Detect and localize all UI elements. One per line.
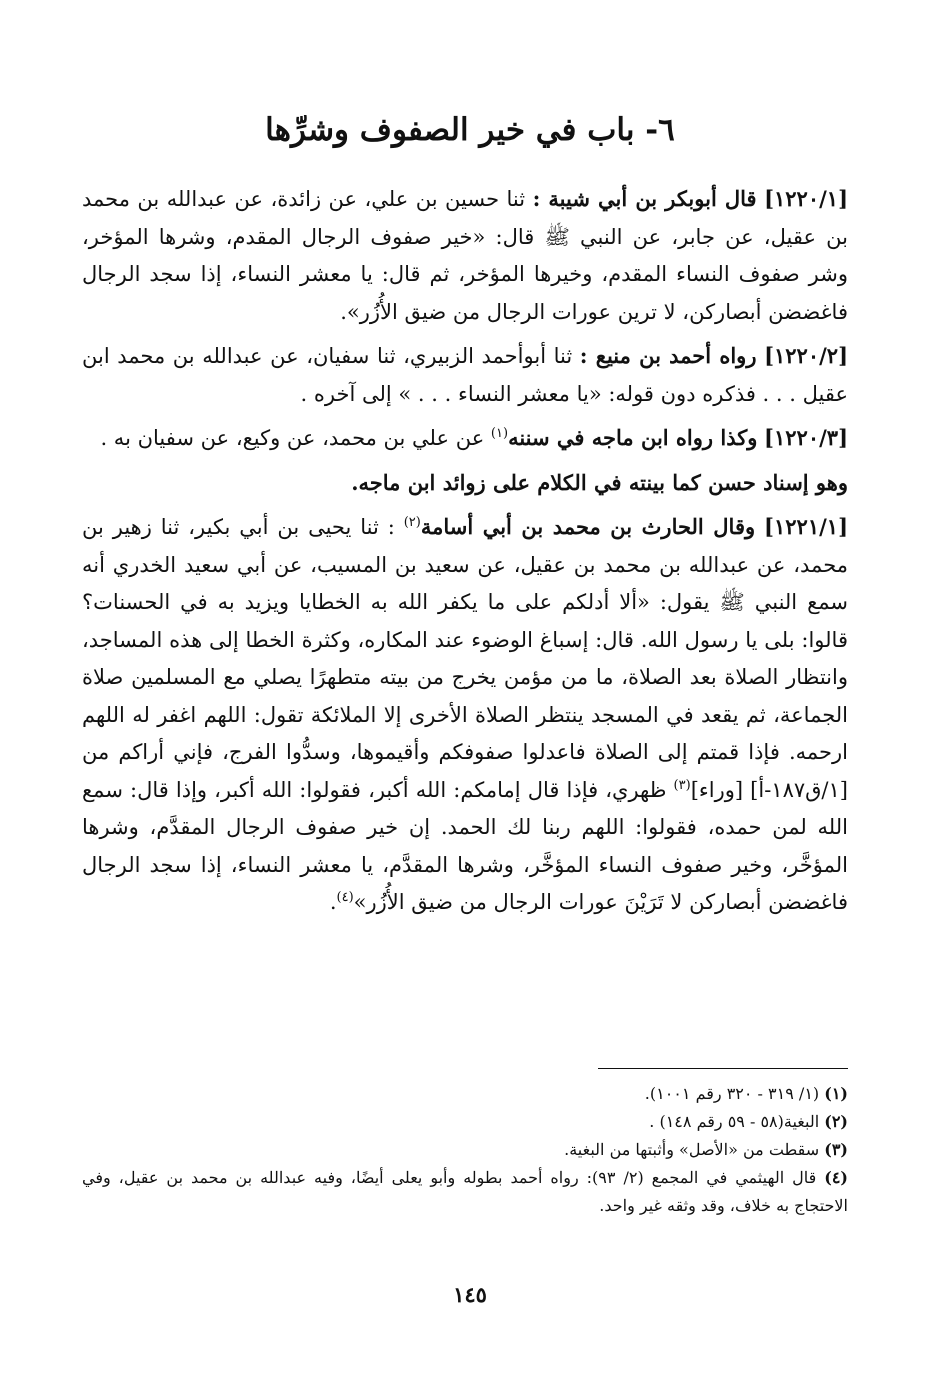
- hadith-text: ثنا حسين بن علي، عن زائدة، عن عبدالله بن محمد بن عقيل، عن جابر، عن النبي ﷺ قال: «خير صفوف الرجال المقدم، وشرها المؤخر، وشر صفوف النساء المقدم، وخيرها المؤخر، ثم قال: يا معشر النساء، إذا سجد الرجال فاغضضن أبصاركن، لا ترين عورات الرجال من ضيق الأُزُر».: [82, 187, 848, 324]
- hadith-number: [١٢٢٠/١]: [764, 186, 849, 211]
- footnote: [82, 1136, 848, 1164]
- footnote-number: (٤): [824, 1168, 848, 1187]
- footnote: [82, 1080, 848, 1108]
- narrator-lead: قال أبوبكر بن أبي شيبة :: [532, 186, 757, 211]
- commentary-text: وهو إسناد حسن كما بينته في الكلام على زوائد ابن ماجه.: [351, 469, 848, 495]
- footnote-text: قال الهيثمي في المجمع (٢/ ٩٣): رواه أحمد بطوله وأبو يعلى أيضًا، وفيه عبدالله بن محمد بن عقيل، وفي الاحتجاج به خلاف، وقد وثقه غير واحد.: [82, 1168, 848, 1215]
- narrator-lead: وكذا رواه ابن ماجه في سننه: [508, 425, 758, 450]
- footnote-text: البغية(٥٨ - ٥٩ رقم ١٤٨) .: [649, 1112, 820, 1131]
- hadith-number: [١٢٢٠/٣]: [764, 425, 848, 450]
- narrator-lead: رواه أحمد بن منيع :: [579, 343, 757, 368]
- narrator-lead: وقال الحارث بن محمد بن أبي أسامة: [420, 514, 756, 539]
- hadith-text: ثنا أبوأحمد الزبيري، ثنا سفيان، عن عبدالله بن محمد ابن عقيل . . . فذكره دون قوله: «يا معشر النساء . . . » إلى آخره .: [82, 344, 848, 406]
- hadith-paragraph: [82, 419, 848, 458]
- hadith-paragraph: [82, 337, 848, 413]
- footnote-number: (٣): [824, 1140, 848, 1159]
- hadith-number: [١٢٢٠/٢]: [764, 343, 849, 368]
- footnote-text: سقطت من «الأصل» وأثبتها من البغية.: [564, 1140, 820, 1159]
- hadith-paragraph: [82, 180, 848, 331]
- main-text: [82, 180, 848, 928]
- footnote: [82, 1108, 848, 1136]
- footnote-marker: (١): [490, 426, 509, 441]
- page-number: ١٤٥: [453, 1282, 487, 1307]
- hadith-text: عن علي بن محمد، عن وكيع، عن سفيان به .: [100, 426, 485, 450]
- footnotes: [82, 1080, 848, 1220]
- hadith-number: [١٢٢١/١]: [764, 514, 848, 539]
- hadith-text: ظهري، فإذا قال إمامكم: الله أكبر، فقولوا: الله أكبر، وإذا قال: سمع الله لمن حمده، فقولوا: اللهم ربنا لك الحمد. إن خير صفوف الرجال المقدَّم، وشرها المؤخَّر، وخير صفوف النساء المؤخَّر، وشرها المقدَّم، يا معشر النساء، إذا سجد الرجال فاغضضن أبصاركن لا تَرَيْنَ عورات الرجال من ضيق الأُزُر»: [82, 777, 848, 914]
- footnote-marker: (٤): [336, 890, 354, 905]
- footnote-number: (٢): [824, 1112, 848, 1131]
- footnote-divider: [598, 1068, 848, 1069]
- hadith-paragraph: [82, 508, 848, 922]
- chapter-title: ٦- باب في خير الصفوف وشرِّها: [265, 112, 675, 148]
- hadith-text: : ثنا يحيى بن أبي بكير، ثنا زهير بن محمد، عن عبدالله بن محمد بن عقيل، عن سعيد بن المسيب، عن أبي سعيد الخدري أنه سمع النبي ﷺ يقول: «ألا أدلكم على ما يكفر الله به الخطايا ويزيد به في الحسنات؟ قالوا: بلى يا رسول الله. قال: إسباغ الوضوء عند المكاره، وكثرة الخطا إلى هذه المساجد، وانتظار الصلاة بعد الصلاة، ما من مؤمن يخرج من بيته متطهرًا يصلي مع المسلمين صلاة الجماعة، ثم يقعد في المسجد ينتظر الصلاة الأخرى إلا الملائكة تقول: اللهم اغفر له اللهم ارحمه. فإذا قمتم إلى الصلاة فاعدلوا صفوفكم وأقيموها، وسدُّوا الفرج، فإني أراكم من [١/ق١٨٧-أ] [وراء]: [82, 515, 848, 802]
- hadith-text: .: [329, 890, 337, 914]
- footnote-marker: (٣): [673, 777, 691, 793]
- footnote-marker: (٢): [403, 515, 421, 530]
- footnote-number: (١): [824, 1084, 848, 1103]
- footnote-text: (١/ ٣١٩ - ٣٢٠ رقم ١٠٠١).: [644, 1084, 820, 1103]
- commentary-paragraph: [82, 464, 848, 503]
- footnote: [82, 1164, 848, 1220]
